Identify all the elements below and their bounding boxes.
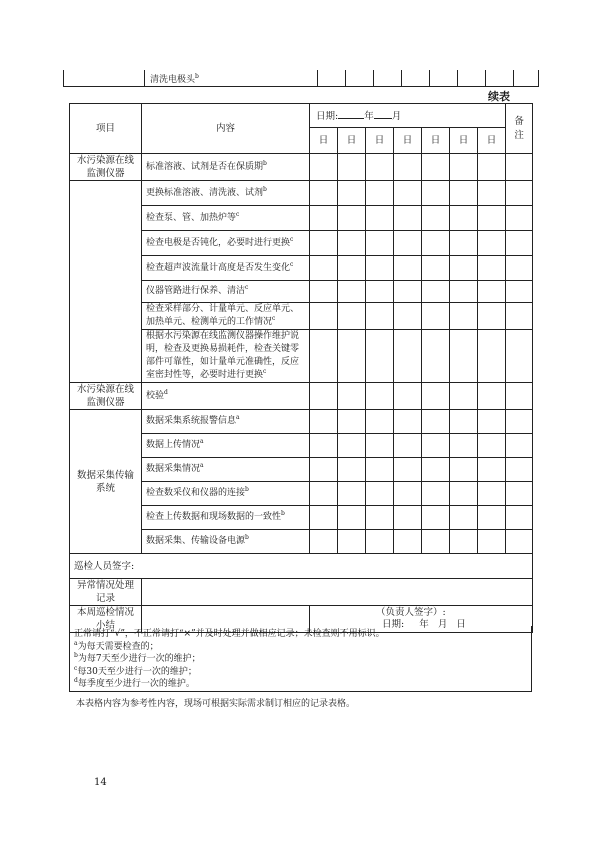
check-cell[interactable] xyxy=(366,383,394,410)
abnormal-record[interactable] xyxy=(142,579,533,606)
note-d: $^d$每季度至少进行一次的维护。 xyxy=(74,677,195,689)
check-cell[interactable] xyxy=(310,530,338,554)
remark-cell[interactable] xyxy=(506,506,533,530)
table-row xyxy=(70,154,533,181)
check-cell[interactable] xyxy=(394,434,422,458)
check-cell[interactable] xyxy=(478,154,506,181)
check-cell[interactable] xyxy=(338,206,366,231)
check-cell[interactable] xyxy=(338,506,366,530)
check-cell[interactable] xyxy=(422,256,450,281)
check-cell[interactable] xyxy=(394,303,422,330)
check-cell[interactable] xyxy=(366,482,394,506)
check-cell[interactable] xyxy=(422,506,450,530)
check-cell[interactable] xyxy=(310,482,338,506)
check-cell[interactable] xyxy=(338,434,366,458)
check-cell[interactable] xyxy=(366,181,394,206)
check-cell[interactable] xyxy=(478,506,506,530)
check-cell[interactable] xyxy=(366,231,394,256)
check-cell[interactable] xyxy=(366,206,394,231)
note-a: $^a$为每天需要检查的； xyxy=(74,639,159,652)
check-cell[interactable] xyxy=(422,410,450,434)
check-cell[interactable] xyxy=(366,154,394,181)
item-content: 标准溶液、试剂是否在保质期$^b$ xyxy=(142,154,310,181)
check-cell[interactable] xyxy=(310,154,338,181)
check-cell[interactable] xyxy=(422,330,450,383)
item-content: 校验$^d$ xyxy=(142,383,310,410)
check-cell[interactable] xyxy=(394,206,422,231)
check-cell[interactable] xyxy=(310,281,338,303)
check-cell[interactable] xyxy=(478,330,506,383)
table-row xyxy=(70,181,533,206)
table-notes xyxy=(69,626,532,692)
remark-cell[interactable] xyxy=(506,303,533,330)
check-cell[interactable] xyxy=(366,330,394,383)
item-content: 更换标准溶液、清洗液、试剂$^b$ xyxy=(142,181,310,206)
check-cell[interactable] xyxy=(338,281,366,303)
check-cell[interactable] xyxy=(310,506,338,530)
check-cell[interactable] xyxy=(310,206,338,231)
day-header: 日 xyxy=(338,128,366,154)
remark-cell[interactable] xyxy=(506,330,533,383)
check-cell[interactable] xyxy=(338,181,366,206)
item-content: 数据上传情况$^a$ xyxy=(142,434,310,458)
check-cell[interactable] xyxy=(478,303,506,330)
check-cell[interactable] xyxy=(450,506,478,530)
check-cell[interactable] xyxy=(366,434,394,458)
check-cell[interactable] xyxy=(450,410,478,434)
check-cell[interactable] xyxy=(310,383,338,410)
abnormal-row xyxy=(70,579,533,606)
check-cell[interactable] xyxy=(450,303,478,330)
check-cell[interactable] xyxy=(422,231,450,256)
check-cell[interactable] xyxy=(366,506,394,530)
header-remark: 备注 xyxy=(506,104,533,154)
table-row xyxy=(70,383,533,410)
check-cell[interactable] xyxy=(478,410,506,434)
check-cell[interactable] xyxy=(422,458,450,482)
day-header: 日 xyxy=(422,128,450,154)
check-cell[interactable] xyxy=(394,458,422,482)
remark-cell[interactable] xyxy=(506,434,533,458)
previous-row-label: 清洗电极头$^b$ xyxy=(150,73,199,85)
check-cell[interactable] xyxy=(422,530,450,554)
check-cell[interactable] xyxy=(338,410,366,434)
check-cell[interactable] xyxy=(422,206,450,231)
note-c: $^c$每30天至少进行一次的维护； xyxy=(74,664,197,677)
section-label: 水污染源在线监测仪器 xyxy=(70,154,142,181)
check-cell[interactable] xyxy=(366,256,394,281)
check-cell[interactable] xyxy=(310,181,338,206)
check-cell[interactable] xyxy=(394,181,422,206)
continued-label: 续表 xyxy=(488,90,510,103)
check-cell[interactable] xyxy=(478,256,506,281)
item-content: 数据采集系统报警信息$^a$ xyxy=(142,410,310,434)
item-content: 检查采样部分、计量单元、反应单元、加热单元、检测单元的工作情况$^c$ xyxy=(142,303,310,330)
check-cell[interactable] xyxy=(450,383,478,410)
check-cell[interactable] xyxy=(478,482,506,506)
check-cell[interactable] xyxy=(310,458,338,482)
item-content: 仪器管路进行保养、清洁$^c$ xyxy=(142,281,310,303)
check-cell[interactable] xyxy=(310,303,338,330)
remark-cell[interactable] xyxy=(506,482,533,506)
remark-cell[interactable] xyxy=(506,206,533,231)
remark-cell[interactable] xyxy=(506,383,533,410)
check-cell[interactable] xyxy=(422,281,450,303)
check-cell[interactable] xyxy=(394,530,422,554)
check-cell[interactable] xyxy=(478,458,506,482)
item-content: 数据采集、传输设备电源$^b$ xyxy=(142,530,310,554)
check-cell[interactable] xyxy=(478,530,506,554)
check-cell[interactable] xyxy=(422,434,450,458)
check-cell[interactable] xyxy=(338,154,366,181)
check-cell[interactable] xyxy=(422,154,450,181)
abnormal-label: 异常情况处理记录 xyxy=(70,579,142,606)
day-header: 日 xyxy=(366,128,394,154)
note-line: 正常请打“√”，不正常请打“×”并及时处理并做相应记录；未检查则不用标识。 xyxy=(74,629,385,639)
check-cell[interactable] xyxy=(422,482,450,506)
table-footnote: 本表格内容为参考性内容，现场可根据实际需求制订相应的记录表格。 xyxy=(76,699,356,709)
check-cell[interactable] xyxy=(310,410,338,434)
remark-cell[interactable] xyxy=(506,181,533,206)
check-cell[interactable] xyxy=(394,410,422,434)
section-label: 水污染源在线监测仪器 xyxy=(70,383,142,410)
check-cell[interactable] xyxy=(338,383,366,410)
header-date: 日期: 年 月 xyxy=(310,104,506,128)
check-cell[interactable] xyxy=(338,256,366,281)
remark-cell[interactable] xyxy=(506,410,533,434)
check-cell[interactable] xyxy=(478,383,506,410)
check-cell[interactable] xyxy=(366,281,394,303)
remark-cell[interactable] xyxy=(506,281,533,303)
check-cell[interactable] xyxy=(450,231,478,256)
check-cell[interactable] xyxy=(338,330,366,383)
check-cell[interactable] xyxy=(310,231,338,256)
check-cell[interactable] xyxy=(422,181,450,206)
summary-date-label: 日期: 年 月 日 xyxy=(382,619,466,630)
check-cell[interactable] xyxy=(394,506,422,530)
header-content: 内容 xyxy=(142,104,310,154)
check-cell[interactable] xyxy=(338,231,366,256)
header-item: 项目 xyxy=(70,104,142,154)
check-cell[interactable] xyxy=(478,231,506,256)
check-cell[interactable] xyxy=(478,281,506,303)
check-cell[interactable] xyxy=(450,434,478,458)
item-content: 根据水污染源在线监测仪器操作维护说明，检查及更换易损耗件，检查关键零部件可靠性，如计量单元准确性，反应室密封性等，必要时进行更换$^c$ xyxy=(142,330,310,383)
check-cell[interactable] xyxy=(478,181,506,206)
check-cell[interactable] xyxy=(394,231,422,256)
check-cell[interactable] xyxy=(450,482,478,506)
check-cell[interactable] xyxy=(394,256,422,281)
check-cell[interactable] xyxy=(366,530,394,554)
check-cell[interactable] xyxy=(338,303,366,330)
check-cell[interactable] xyxy=(310,256,338,281)
check-cell[interactable] xyxy=(394,154,422,181)
check-cell[interactable] xyxy=(310,330,338,383)
inspection-record-table xyxy=(69,103,533,633)
day-header: 日 xyxy=(310,128,338,154)
item-content: 检查超声波流量计高度是否发生变化$^c$ xyxy=(142,256,310,281)
check-cell[interactable] xyxy=(450,281,478,303)
check-cell[interactable] xyxy=(450,458,478,482)
check-cell[interactable] xyxy=(394,482,422,506)
table-row xyxy=(70,410,533,434)
previous-table-row xyxy=(63,70,539,87)
remark-cell[interactable] xyxy=(506,530,533,554)
section-label xyxy=(70,181,142,383)
check-cell[interactable] xyxy=(422,303,450,330)
check-cell[interactable] xyxy=(422,383,450,410)
check-cell[interactable] xyxy=(450,181,478,206)
check-cell[interactable] xyxy=(338,482,366,506)
summary-label: 本周巡检情况小结 xyxy=(70,606,142,633)
check-cell[interactable] xyxy=(394,330,422,383)
section-label: 数据采集传输系统 xyxy=(70,410,142,554)
check-cell[interactable] xyxy=(478,206,506,231)
check-cell[interactable] xyxy=(366,303,394,330)
check-cell[interactable] xyxy=(338,530,366,554)
page-number: 14 xyxy=(94,777,107,788)
remark-cell[interactable] xyxy=(506,231,533,256)
item-content: 检查上传数据和现场数据的一致性$^b$ xyxy=(142,506,310,530)
check-cell[interactable] xyxy=(450,256,478,281)
check-cell[interactable] xyxy=(450,530,478,554)
remark-cell[interactable] xyxy=(506,154,533,181)
summary-sign-label: （负责人签字）: xyxy=(376,607,446,618)
item-content: 检查电极是否钝化，必要时进行更换$^c$ xyxy=(142,231,310,256)
day-header: 日 xyxy=(478,128,506,154)
check-cell[interactable] xyxy=(450,154,478,181)
item-content: 检查泵、管、加热炉等$^c$ xyxy=(142,206,310,231)
remark-cell[interactable] xyxy=(506,458,533,482)
check-cell[interactable] xyxy=(394,383,422,410)
remark-cell[interactable] xyxy=(506,256,533,281)
note-b: $^b$为每7天至少进行一次的维护； xyxy=(74,652,201,664)
check-cell[interactable] xyxy=(310,434,338,458)
day-header: 日 xyxy=(450,128,478,154)
item-content: 检查数采仪和仪器的连接$^b$ xyxy=(142,482,310,506)
check-cell[interactable] xyxy=(394,281,422,303)
check-cell[interactable] xyxy=(450,206,478,231)
check-cell[interactable] xyxy=(338,458,366,482)
day-header: 日 xyxy=(394,128,422,154)
inspector-row xyxy=(70,554,533,579)
check-cell[interactable] xyxy=(366,458,394,482)
item-content: 数据采集情况$^a$ xyxy=(142,458,310,482)
check-cell[interactable] xyxy=(366,410,394,434)
check-cell[interactable] xyxy=(450,330,478,383)
check-cell[interactable] xyxy=(478,434,506,458)
inspector-signature[interactable]: 巡检人员签字: xyxy=(70,554,533,579)
